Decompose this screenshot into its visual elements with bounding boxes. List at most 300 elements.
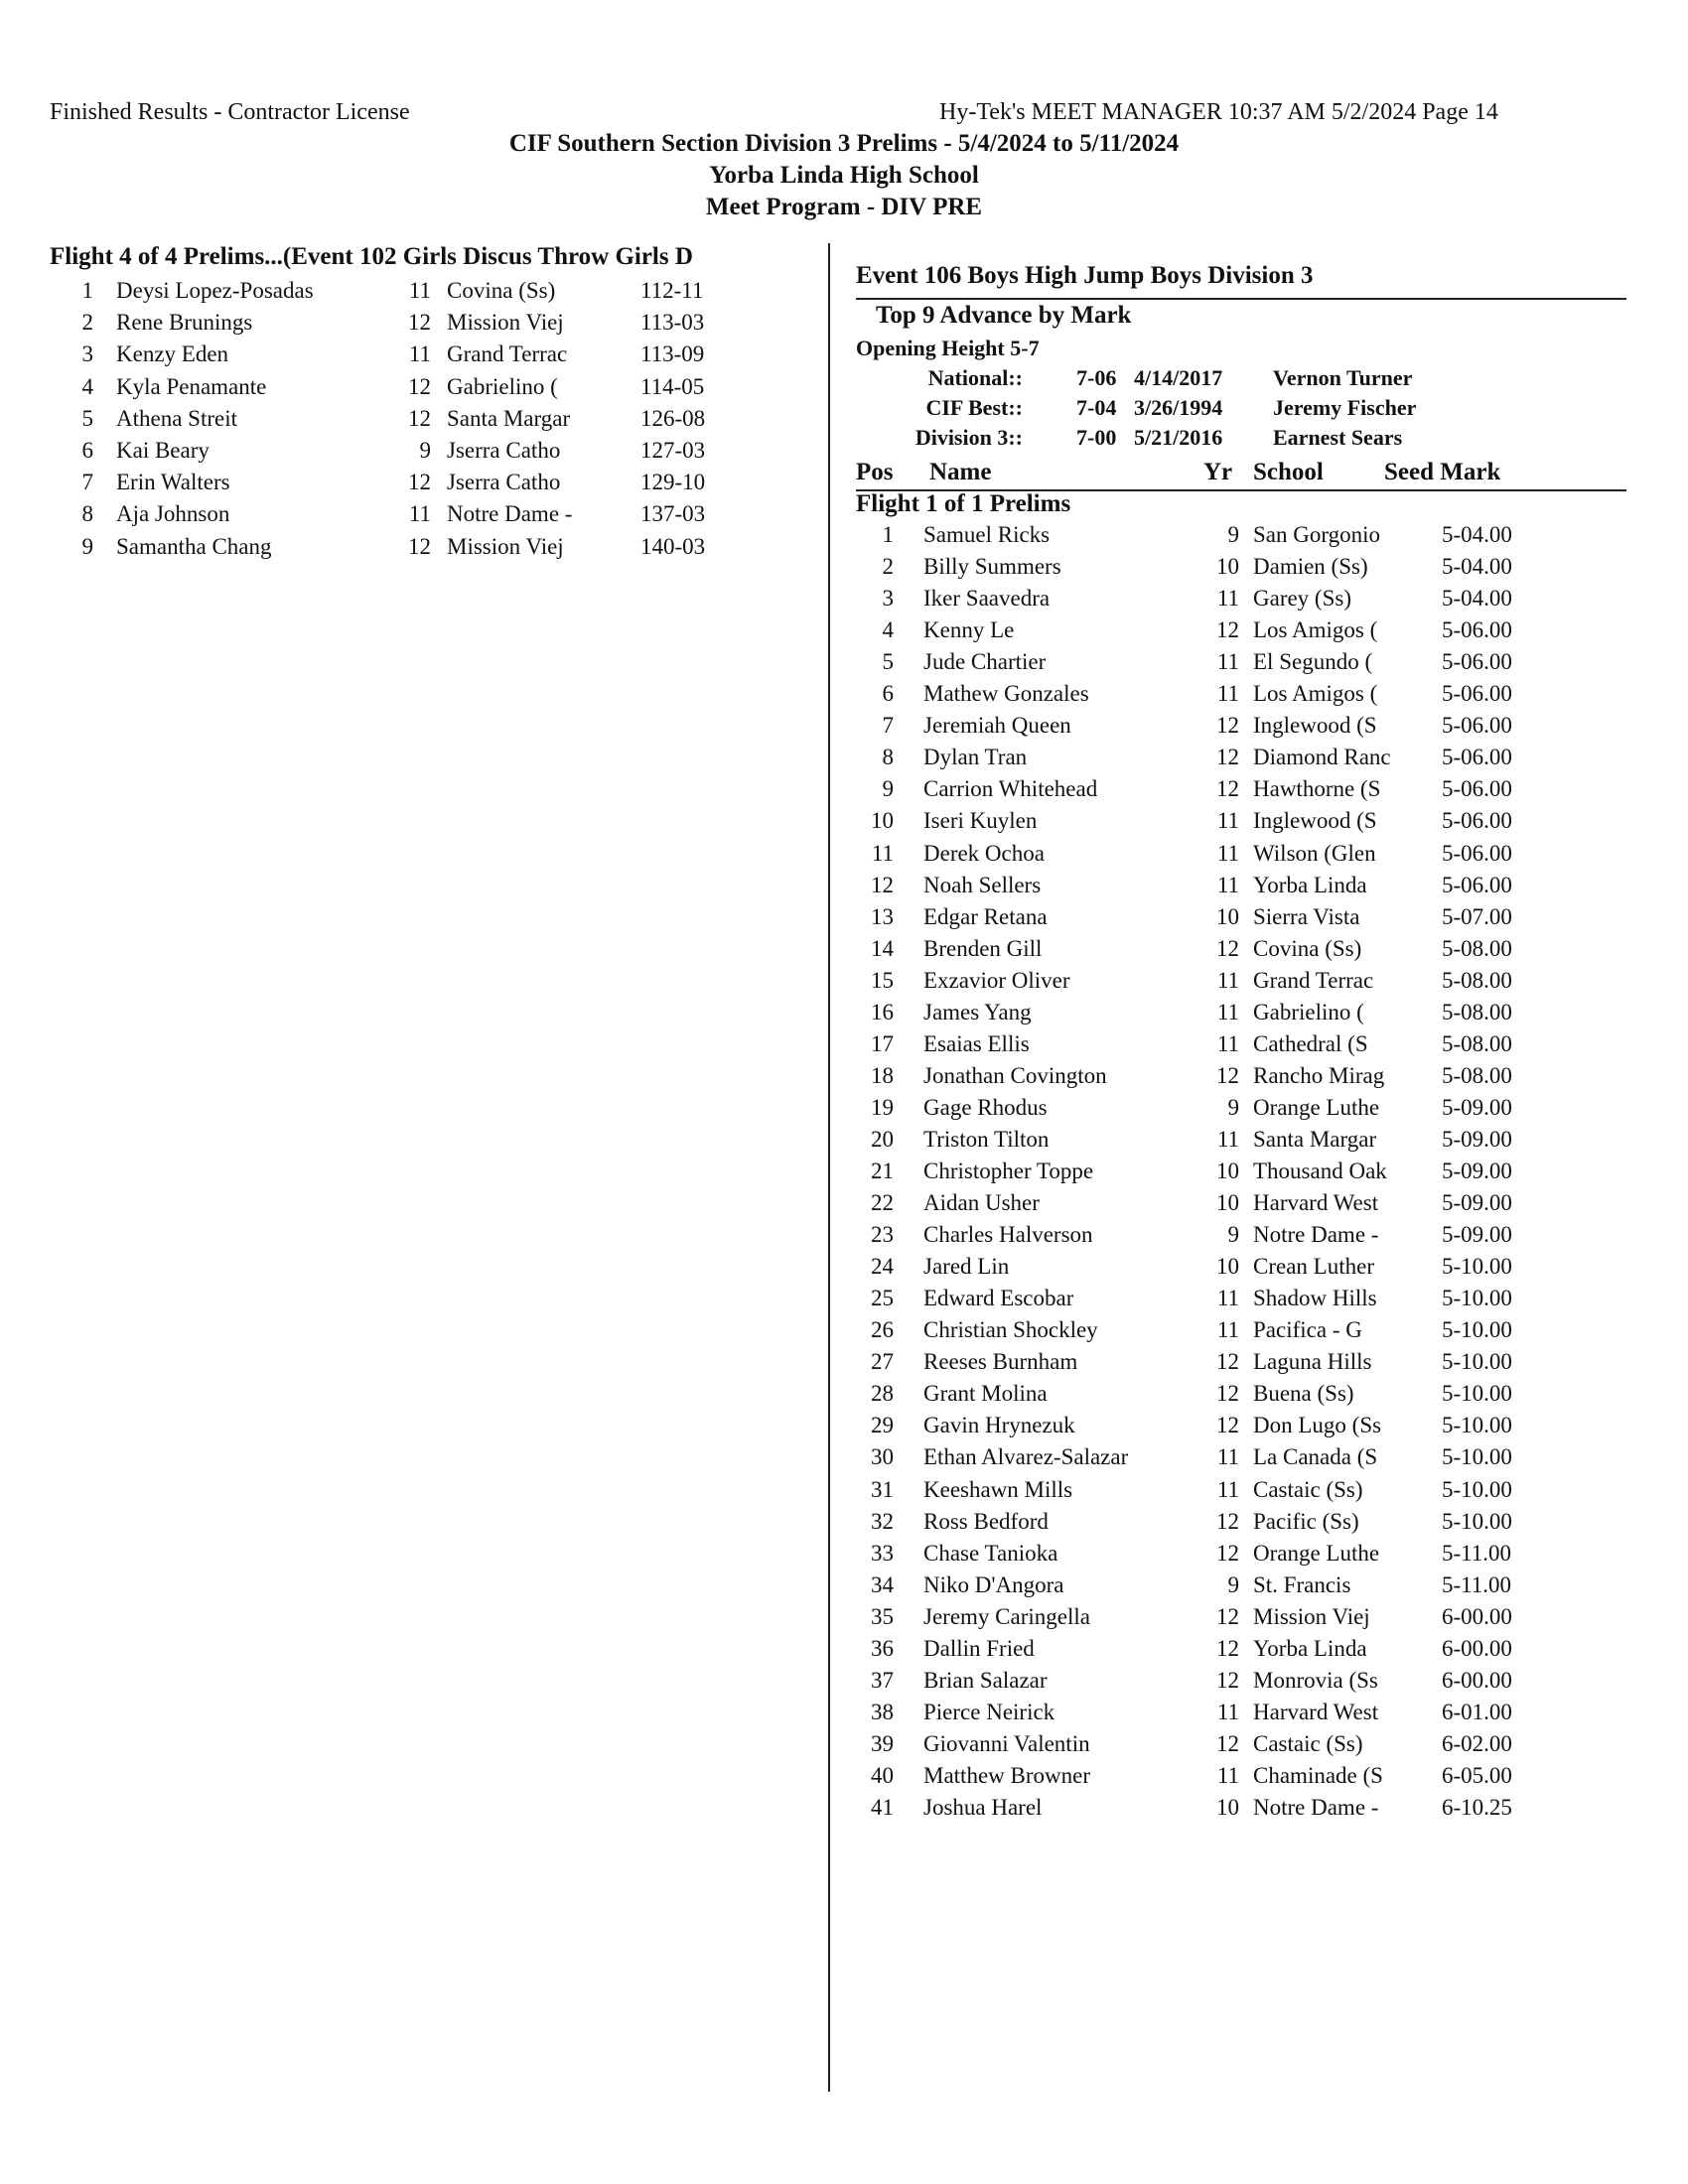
record-date: 4/14/2017 [1134, 365, 1223, 390]
right-pos: 6 [882, 681, 894, 707]
right-school: Notre Dame - [1253, 1222, 1379, 1248]
right-result-row [856, 1000, 1611, 1031]
right-name: Triston Tilton [923, 1126, 1050, 1152]
right-yr: 12 [1216, 1508, 1239, 1534]
right-pos: 16 [871, 999, 894, 1024]
right-school: Buena (Ss) [1253, 1381, 1354, 1407]
right-yr: 11 [1216, 1317, 1239, 1343]
right-school: Gabrielino ( [1253, 999, 1364, 1024]
right-name: Carrion Whitehead [923, 776, 1098, 802]
right-yr: 12 [1216, 1349, 1239, 1375]
right-school: Los Amigos ( [1253, 617, 1378, 643]
left-school: Santa Margar [447, 405, 571, 431]
right-yr: 12 [1216, 1730, 1239, 1756]
left-result-row [50, 406, 804, 438]
right-name: Samuel Ricks [923, 522, 1051, 547]
right-name: Ethan Alvarez-Salazar [923, 1444, 1129, 1470]
right-pos: 4 [882, 617, 894, 643]
right-yr: 12 [1216, 1062, 1239, 1088]
right-mark: 6-00.00 [1442, 1635, 1512, 1661]
right-mark: 5-09.00 [1442, 1126, 1512, 1152]
right-result-row [856, 1477, 1611, 1509]
right-mark: 6-00.00 [1442, 1667, 1512, 1693]
right-result-row [856, 1795, 1611, 1827]
right-result-row [856, 808, 1611, 840]
right-name: Noah Sellers [923, 872, 1042, 897]
right-result-row [856, 649, 1611, 681]
right-pos: 1 [882, 522, 894, 547]
right-pos: 30 [871, 1444, 894, 1470]
right-school: Santa Margar [1253, 1126, 1377, 1152]
right-result-row [856, 1286, 1611, 1317]
right-result-row [856, 841, 1611, 873]
meet-location: Yorba Linda High School [709, 162, 979, 189]
left-mark: 114-05 [640, 373, 705, 399]
right-school: Orange Luthe [1253, 1094, 1380, 1120]
right-yr: 11 [1216, 1286, 1239, 1311]
left-result-row [50, 278, 804, 310]
right-school: Harvard West [1253, 1699, 1379, 1724]
right-school: Yorba Linda [1253, 1635, 1367, 1661]
right-result-row [856, 873, 1611, 904]
right-mark: 5-08.00 [1442, 1030, 1512, 1056]
right-pos: 36 [871, 1635, 894, 1661]
right-pos: 32 [871, 1508, 894, 1534]
right-name: Mathew Gonzales [923, 681, 1089, 707]
left-pos: 4 [81, 373, 93, 399]
right-result-row [856, 681, 1611, 713]
right-mark: 5-10.00 [1442, 1286, 1512, 1311]
left-pos: 8 [81, 501, 93, 527]
right-pos: 15 [871, 967, 894, 993]
left-yr: 12 [408, 470, 431, 495]
left-name: Samantha Chang [116, 533, 272, 559]
left-pos: 1 [81, 278, 93, 303]
left-school: Gabrielino ( [447, 373, 558, 399]
right-result-row [856, 1317, 1611, 1349]
right-school: Cathedral (S [1253, 1030, 1368, 1056]
right-name: Giovanni Valentin [923, 1730, 1090, 1756]
right-school: Pacific (Ss) [1253, 1508, 1359, 1534]
right-result-row [856, 617, 1611, 649]
right-result-row [856, 1763, 1611, 1795]
right-school: Don Lugo (Ss [1253, 1413, 1382, 1438]
left-pos: 9 [81, 533, 93, 559]
right-mark: 5-08.00 [1442, 999, 1512, 1024]
left-yr: 12 [408, 310, 431, 336]
right-yr: 11 [1216, 1762, 1239, 1788]
right-result-row [856, 1031, 1611, 1063]
left-result-row [50, 341, 804, 373]
right-yr: 12 [1216, 1381, 1239, 1407]
event-title-rule [856, 298, 1626, 300]
right-yr: 11 [1216, 808, 1239, 834]
record-holder: Vernon Turner [1273, 365, 1413, 390]
col-seed-mark: Seed Mark [1384, 459, 1501, 485]
record-label: CIF Best:: [925, 395, 1023, 420]
left-mark: 137-03 [640, 501, 706, 527]
right-result-row [856, 1700, 1611, 1731]
right-result-row [856, 1127, 1611, 1159]
right-yr: 10 [1216, 1159, 1239, 1183]
right-mark: 5-10.00 [1442, 1476, 1512, 1502]
right-name: Jeremy Caringella [923, 1603, 1090, 1629]
right-pos: 10 [871, 808, 894, 834]
left-yr: 12 [408, 405, 431, 431]
right-mark: 5-09.00 [1442, 1222, 1512, 1248]
right-mark: 5-08.00 [1442, 967, 1512, 993]
right-result-row [856, 776, 1611, 808]
right-school: Inglewood (S [1253, 808, 1377, 834]
right-result-row [856, 1541, 1611, 1572]
right-name: Esaias Ellis [923, 1030, 1030, 1056]
right-pos: 37 [871, 1667, 894, 1693]
right-result-row [856, 1063, 1611, 1095]
left-yr: 11 [408, 278, 431, 303]
right-name: Gavin Hrynezuk [923, 1413, 1075, 1438]
right-school: Rancho Mirag [1253, 1062, 1385, 1088]
right-yr: 10 [1216, 1795, 1239, 1820]
meet-title: CIF Southern Section Division 3 Prelims - 5/4/2024 to 5/11/2024 [508, 130, 1180, 157]
right-pos: 22 [871, 1190, 894, 1216]
right-name: Pierce Neirick [923, 1699, 1055, 1724]
right-yr: 12 [1216, 1603, 1239, 1629]
right-yr: 11 [1216, 649, 1239, 675]
left-mark: 126-08 [640, 405, 706, 431]
right-name: Jared Lin [923, 1254, 1010, 1280]
right-pos: 38 [871, 1699, 894, 1724]
right-pos: 5 [882, 649, 894, 675]
right-school: Grand Terrac [1253, 967, 1374, 993]
right-pos: 2 [882, 554, 894, 580]
right-mark: 5-06.00 [1442, 776, 1512, 802]
right-mark: 6-01.00 [1442, 1699, 1512, 1724]
right-yr: 11 [1216, 586, 1239, 612]
right-yr: 9 [1227, 522, 1239, 547]
right-mark: 5-11.00 [1442, 1540, 1512, 1566]
opening-height: Opening Height 5-7 [856, 336, 1040, 360]
right-school: Los Amigos ( [1253, 681, 1378, 707]
right-name: Reeses Burnham [923, 1349, 1078, 1375]
right-mark: 5-06.00 [1442, 617, 1512, 643]
advance-rule-text: Top 9 Advance by Mark [876, 302, 1132, 329]
right-name: Dylan Tran [923, 745, 1028, 770]
right-name: Brenden Gill [923, 935, 1043, 961]
right-mark: 5-06.00 [1442, 872, 1512, 897]
right-pos: 35 [871, 1603, 894, 1629]
left-school: Mission Viej [447, 533, 564, 559]
right-pos: 23 [871, 1222, 894, 1248]
right-pos: 25 [871, 1286, 894, 1311]
record-row [856, 395, 1452, 425]
right-name: Matthew Browner [923, 1762, 1090, 1788]
right-result-row [856, 1254, 1611, 1286]
right-yr: 12 [1216, 713, 1239, 739]
right-result-row [856, 745, 1611, 776]
right-yr: 9 [1227, 1094, 1239, 1120]
right-school: Castaic (Ss) [1253, 1730, 1363, 1756]
meet-program-title: Meet Program - DIV PRE [705, 194, 983, 220]
right-school: Crean Luther [1253, 1254, 1374, 1280]
right-yr: 9 [1227, 1222, 1239, 1248]
col-school: School [1253, 459, 1324, 485]
left-name: Rene Brunings [116, 310, 253, 336]
right-yr: 11 [1216, 1476, 1239, 1502]
left-yr: 12 [408, 373, 431, 399]
right-name: Jude Chartier [923, 649, 1047, 675]
right-school: La Canada (S [1253, 1444, 1378, 1470]
right-result-row [856, 1095, 1611, 1127]
right-name: Keeshawn Mills [923, 1476, 1073, 1502]
right-result-row [856, 1509, 1611, 1541]
right-pos: 3 [882, 586, 894, 612]
right-school: Monrovia (Ss [1253, 1667, 1378, 1693]
right-school: Harvard West [1253, 1190, 1379, 1216]
right-yr: 12 [1216, 1635, 1239, 1661]
right-pos: 28 [871, 1381, 894, 1407]
right-name: Jeremiah Queen [923, 713, 1071, 739]
right-name: Edward Escobar [923, 1286, 1074, 1311]
right-school: Covina (Ss) [1253, 935, 1362, 961]
left-yr: 12 [408, 533, 431, 559]
left-yr: 11 [408, 501, 431, 527]
left-result-row [50, 310, 804, 341]
record-label: National:: [927, 365, 1023, 390]
right-mark: 5-08.00 [1442, 1062, 1512, 1088]
right-pos: 9 [882, 776, 894, 802]
record-row [856, 365, 1452, 395]
left-name: Kyla Penamante [116, 373, 267, 399]
left-mark: 129-10 [640, 470, 706, 495]
record-date: 3/26/1994 [1134, 395, 1223, 420]
left-result-row [50, 374, 804, 406]
right-mark: 5-08.00 [1442, 935, 1512, 961]
right-pos: 13 [871, 903, 894, 929]
right-pos: 12 [871, 872, 894, 897]
record-mark: 7-06 [1076, 365, 1117, 390]
right-mark: 5-06.00 [1442, 840, 1512, 866]
right-result-row [856, 1222, 1611, 1254]
left-mark: 113-09 [640, 341, 705, 367]
right-school: Laguna Hills [1253, 1349, 1372, 1375]
right-pos: 26 [871, 1317, 894, 1343]
header-right-text: Hy-Tek's MEET MANAGER 10:37 AM 5/2/2024 Page 14 [939, 99, 1498, 125]
right-mark: 5-06.00 [1442, 649, 1512, 675]
right-result-row [856, 554, 1611, 586]
flight-heading: Flight 1 of 1 Prelims [856, 490, 1071, 517]
left-school: Covina (Ss) [447, 278, 556, 303]
right-name: Derek Ochoa [923, 840, 1045, 866]
right-yr: 10 [1216, 554, 1239, 580]
right-pos: 27 [871, 1349, 894, 1375]
right-mark: 5-10.00 [1442, 1381, 1512, 1407]
right-mark: 5-06.00 [1442, 713, 1512, 739]
column-headers [856, 459, 1626, 490]
right-mark: 5-10.00 [1442, 1444, 1512, 1470]
right-result-row [856, 1444, 1611, 1476]
right-name: Kenny Le [923, 617, 1015, 643]
right-mark: 5-09.00 [1442, 1159, 1512, 1183]
right-result-row [856, 936, 1611, 968]
right-mark: 5-09.00 [1442, 1190, 1512, 1216]
right-pos: 14 [871, 935, 894, 961]
left-school: Grand Terrac [447, 341, 568, 367]
right-mark: 6-00.00 [1442, 1603, 1512, 1629]
right-name: Gage Rhodus [923, 1094, 1048, 1120]
right-mark: 5-10.00 [1442, 1254, 1512, 1280]
left-mark: 113-03 [640, 310, 705, 336]
left-pos: 2 [81, 310, 93, 336]
left-mark: 140-03 [640, 533, 706, 559]
right-school: Castaic (Ss) [1253, 1476, 1363, 1502]
left-name: Deysi Lopez-Posadas [116, 278, 314, 303]
record-row [856, 425, 1452, 455]
right-pos: 34 [871, 1571, 894, 1597]
right-name: Iker Saavedra [923, 586, 1051, 612]
right-name: Jonathan Covington [923, 1062, 1107, 1088]
right-pos: 11 [871, 840, 894, 866]
right-school: Sierra Vista [1253, 903, 1360, 929]
right-yr: 10 [1216, 1254, 1239, 1280]
right-school: Pacifica - G [1253, 1317, 1362, 1343]
right-result-row [856, 1159, 1611, 1190]
left-pos: 7 [81, 470, 93, 495]
record-date: 5/21/2016 [1134, 425, 1223, 450]
right-result-row [856, 1668, 1611, 1700]
left-yr: 11 [408, 341, 431, 367]
right-name: Iseri Kuylen [923, 808, 1038, 834]
right-mark: 5-07.00 [1442, 903, 1512, 929]
right-mark: 5-10.00 [1442, 1413, 1512, 1438]
right-mark: 5-04.00 [1442, 522, 1512, 547]
right-result-row [856, 1381, 1611, 1413]
right-mark: 5-11.00 [1442, 1571, 1512, 1597]
left-name: Erin Walters [116, 470, 230, 495]
record-label: Division 3:: [914, 425, 1023, 450]
right-yr: 10 [1216, 903, 1239, 929]
left-result-row [50, 470, 804, 501]
right-yr: 12 [1216, 1667, 1239, 1693]
right-result-row [856, 1636, 1611, 1668]
right-pos: 33 [871, 1540, 894, 1566]
right-school: Hawthorne (S [1253, 776, 1381, 802]
right-mark: 5-04.00 [1442, 586, 1512, 612]
right-result-row [856, 1190, 1611, 1222]
right-result-row [856, 1413, 1611, 1444]
left-pos: 5 [81, 405, 93, 431]
event-title: Event 106 Boys High Jump Boys Division 3 [856, 262, 1314, 289]
right-pos: 7 [882, 713, 894, 739]
right-result-row [856, 1349, 1611, 1381]
right-name: Christopher Toppe [923, 1159, 1094, 1183]
right-name: Aidan Usher [923, 1190, 1040, 1216]
right-yr: 12 [1216, 776, 1239, 802]
right-yr: 11 [1216, 1126, 1239, 1152]
right-school: Inglewood (S [1253, 713, 1377, 739]
right-yr: 10 [1216, 1190, 1239, 1216]
right-mark: 5-10.00 [1442, 1508, 1512, 1534]
left-school: Mission Viej [447, 310, 564, 336]
right-result-row [856, 1731, 1611, 1763]
record-holder: Jeremy Fischer [1273, 395, 1417, 420]
right-result-row [856, 1604, 1611, 1636]
right-school: San Gorgonio [1253, 522, 1380, 547]
right-mark: 5-06.00 [1442, 808, 1512, 834]
right-yr: 12 [1216, 745, 1239, 770]
right-school: Wilson (Glen [1253, 840, 1376, 866]
right-yr: 11 [1216, 967, 1239, 993]
right-mark: 5-04.00 [1442, 554, 1512, 580]
left-mark: 127-03 [640, 438, 706, 463]
right-name: Niko D'Angora [923, 1571, 1064, 1597]
right-name: James Yang [923, 999, 1032, 1024]
right-result-row [856, 904, 1611, 936]
right-pos: 39 [871, 1730, 894, 1756]
right-result-row [856, 968, 1611, 1000]
left-result-row [50, 501, 804, 533]
right-school: Mission Viej [1253, 1603, 1370, 1629]
right-mark: 5-10.00 [1442, 1349, 1512, 1375]
right-school: Shadow Hills [1253, 1286, 1377, 1311]
right-result-row [856, 1572, 1611, 1604]
right-pos: 8 [882, 745, 894, 770]
right-result-row [856, 586, 1611, 617]
col-yr: Yr [1203, 459, 1233, 485]
right-school: Orange Luthe [1253, 1540, 1380, 1566]
right-yr: 11 [1216, 840, 1239, 866]
left-result-row [50, 438, 804, 470]
right-pos: 19 [871, 1094, 894, 1120]
left-yr: 9 [419, 438, 431, 463]
right-yr: 9 [1227, 1571, 1239, 1597]
right-school: Chaminade (S [1253, 1762, 1383, 1788]
right-school: El Segundo ( [1253, 649, 1373, 675]
right-yr: 11 [1216, 1444, 1239, 1470]
right-result-row [856, 713, 1611, 745]
right-yr: 12 [1216, 935, 1239, 961]
right-result-row [856, 522, 1611, 554]
col-pos: Pos [856, 459, 894, 485]
right-school: Thousand Oak [1253, 1159, 1387, 1183]
col-name: Name [929, 459, 992, 485]
left-mark: 112-11 [640, 278, 704, 303]
left-flight-heading: Flight 4 of 4 Prelims...(Event 102 Girls Discus Throw Girls D [50, 243, 693, 270]
left-school: Notre Dame - [447, 501, 573, 527]
right-yr: 11 [1216, 1030, 1239, 1056]
right-name: Joshua Harel [923, 1795, 1043, 1820]
right-yr: 12 [1216, 1540, 1239, 1566]
right-school: Notre Dame - [1253, 1795, 1379, 1820]
right-mark: 5-06.00 [1442, 681, 1512, 707]
left-name: Kenzy Eden [116, 341, 229, 367]
right-school: Damien (Ss) [1253, 554, 1368, 580]
left-name: Athena Streit [116, 405, 237, 431]
right-pos: 40 [871, 1762, 894, 1788]
record-mark: 7-04 [1076, 395, 1117, 420]
right-pos: 24 [871, 1254, 894, 1280]
left-name: Kai Beary [116, 438, 210, 463]
right-mark: 5-06.00 [1442, 745, 1512, 770]
right-yr: 11 [1216, 681, 1239, 707]
column-divider [828, 243, 830, 2092]
right-school: Yorba Linda [1253, 872, 1367, 897]
right-school: Diamond Ranc [1253, 745, 1391, 770]
record-holder: Earnest Sears [1273, 425, 1403, 450]
record-mark: 7-00 [1076, 425, 1117, 450]
right-name: Grant Molina [923, 1381, 1048, 1407]
header-left-text: Finished Results - Contractor License [50, 99, 410, 125]
right-name: Dallin Fried [923, 1635, 1035, 1661]
